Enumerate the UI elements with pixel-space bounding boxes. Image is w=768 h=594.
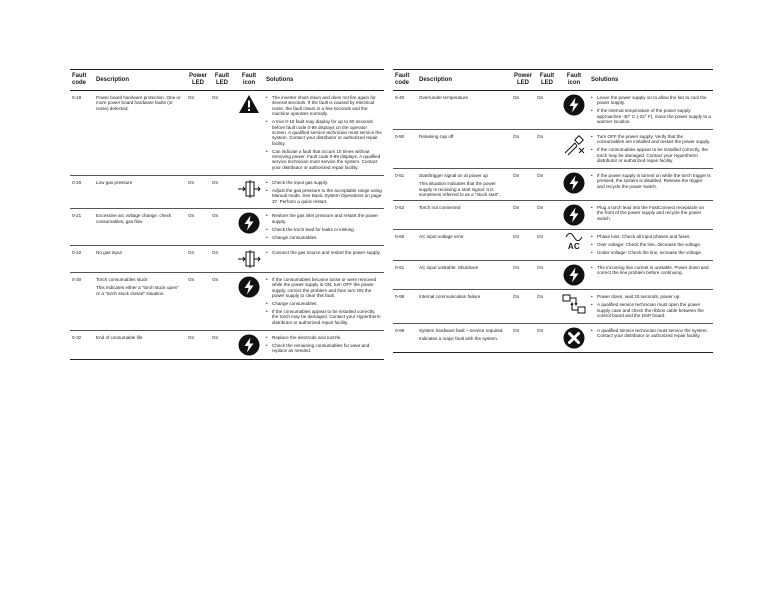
power-led-status: On bbox=[511, 260, 535, 289]
header-description: Description bbox=[417, 70, 511, 91]
solution-item: • If the consumables became loose or were removed while the power supply is ON, turn OFF the power supply, correct the problem and then turn ON the power supply to clear this fault. bbox=[272, 277, 382, 299]
fault-led-status: On bbox=[535, 130, 559, 169]
solution-item: • The incoming line current is unstable. Power down and correct the line problem before continuing. bbox=[597, 265, 711, 276]
solution-item: • Check the input gas supply. bbox=[272, 180, 382, 185]
solutions-cell bbox=[264, 209, 384, 245]
fault-led-status: On bbox=[210, 330, 234, 359]
fault-led-status: On bbox=[210, 91, 234, 176]
solutions-list bbox=[266, 277, 382, 325]
solutions-cell bbox=[589, 260, 713, 289]
fault-row bbox=[70, 245, 384, 272]
solutions-list bbox=[591, 265, 711, 276]
fault-icon-cell bbox=[234, 272, 264, 330]
power-led-status: On bbox=[511, 200, 535, 229]
description-text: Torch consumables stuck bbox=[96, 276, 148, 282]
fault-description bbox=[417, 230, 511, 261]
solution-item: • Check the torch lead for leaks or kinking. bbox=[272, 227, 382, 232]
header-row bbox=[70, 70, 384, 91]
solution-item: • If the internal temperature of the power supply approaches -30° C (-22° F), move the power supply to a warmer location. bbox=[597, 108, 711, 124]
gas-pressure-icon bbox=[237, 249, 261, 270]
fault-led-status: On bbox=[535, 169, 559, 201]
description-text: Retaining cap off bbox=[419, 134, 454, 140]
fault-led-status: On bbox=[535, 323, 559, 352]
header-fault-code: Fault code bbox=[70, 70, 94, 91]
fault-description bbox=[417, 91, 511, 130]
solution-item: • Over voltage: Check the line, decrease the voltage. bbox=[597, 242, 711, 247]
power-led-status: On bbox=[511, 169, 535, 201]
fault-icon-cell bbox=[234, 330, 264, 359]
solutions-list bbox=[266, 335, 382, 354]
power-led-status: On bbox=[186, 245, 210, 272]
fault-led-status: On bbox=[535, 260, 559, 289]
solutions-list bbox=[591, 134, 711, 164]
power-led-status: On bbox=[511, 230, 535, 261]
solution-item: • Restore the gas inlet pressure and restart the power supply. bbox=[272, 213, 382, 224]
header-fault-code: Fault code bbox=[393, 70, 417, 91]
fault-icon-cell bbox=[559, 290, 589, 324]
fault-icon-cell bbox=[559, 323, 589, 352]
header-description: Description bbox=[94, 70, 186, 91]
header-power-led: Power LED bbox=[186, 70, 210, 91]
description-text: Excessive arc voltage change: check consumables, gas flow bbox=[96, 213, 172, 224]
fault-row bbox=[393, 200, 713, 229]
fault-led-status: On bbox=[535, 290, 559, 324]
solutions-cell bbox=[264, 91, 384, 176]
solution-item: • Change consumables. bbox=[272, 235, 382, 240]
fault-icon-cell bbox=[559, 91, 589, 130]
solution-item: • If the power supply is turned on while the torch trigger is pressed, the system is disabled. Release the trigger and recycle the power switch. bbox=[597, 173, 711, 189]
description-note: This indicates either a “torch stuck open” or a “torch stuck closed” situation. bbox=[96, 285, 179, 296]
description-note: Indicates a major fault with the system. bbox=[419, 336, 499, 342]
fault-description bbox=[94, 91, 186, 176]
solutions-cell bbox=[589, 290, 713, 324]
solution-item: • Connect the gas source and restart the power supply. bbox=[272, 250, 382, 255]
fault-row bbox=[393, 230, 713, 261]
solutions-cell bbox=[589, 230, 713, 261]
solution-item: • A true 0-19 fault may display for up to 60 seconds before fault code 0-99 displays on the operator screen. A qualified service technician must service the system. Contact your distributor or authorized repair facility. bbox=[272, 119, 382, 146]
description-text: AC input voltage error bbox=[419, 234, 464, 240]
fault-table-right bbox=[393, 69, 713, 353]
solution-item: • If the consumables appear to be installed correctly, the torch may be damaged. Contact your Hypertherm distributor or authorized repair facility. bbox=[597, 147, 711, 163]
fault-icon-cell bbox=[559, 200, 589, 229]
solution-item: • Leave the power supply on to allow the fan to cool the power supply. bbox=[597, 95, 711, 106]
fault-code: 0-99 bbox=[393, 323, 417, 352]
header-solutions: Solutions bbox=[264, 70, 384, 91]
solution-item: • A qualified service technician must service the system. Contact your distributor or authorized repair facility. bbox=[597, 328, 711, 339]
description-text: No gas input bbox=[96, 249, 122, 255]
power-led-status: On bbox=[511, 290, 535, 324]
fault-description bbox=[94, 209, 186, 245]
solutions-cell bbox=[264, 272, 384, 330]
fault-row bbox=[393, 290, 713, 324]
lightning-icon bbox=[238, 334, 260, 357]
description-text: Over/under temperature bbox=[419, 95, 469, 100]
solution-item: • Check the remaining consumables for wear and replace as needed. bbox=[272, 343, 382, 354]
fault-row bbox=[70, 330, 384, 359]
power-led-status: On bbox=[186, 175, 210, 209]
lightning-icon bbox=[563, 172, 585, 195]
fault-description bbox=[417, 130, 511, 169]
fault-code: 0-32 bbox=[70, 330, 94, 359]
description-text: Power board hardware protection. One or more power board hardware faults (or noise) detected. bbox=[96, 95, 181, 111]
solutions-list bbox=[591, 328, 711, 339]
solutions-cell bbox=[264, 175, 384, 209]
header-fault-icon: Fault icon bbox=[559, 70, 589, 91]
solutions-list bbox=[591, 173, 711, 189]
header-fault-icon: Fault icon bbox=[234, 70, 264, 91]
power-led-status: On bbox=[186, 330, 210, 359]
ac-label: AC bbox=[567, 241, 581, 251]
description-text: End of consumable life bbox=[96, 334, 143, 340]
fault-description bbox=[417, 323, 511, 352]
solution-item: • Phase loss: Check all input phases and fuses. bbox=[597, 234, 711, 239]
solutions-cell bbox=[589, 200, 713, 229]
solution-item: • Plug a torch lead into the FastConnect receptacle on the front of the power supply and recycle the power switch. bbox=[597, 205, 711, 221]
fault-led-status: On bbox=[210, 209, 234, 245]
fault-row bbox=[393, 260, 713, 289]
solution-item: • A qualified service technician must open the power supply case and check the ribbon cable between the control board and the DSP board. bbox=[597, 302, 711, 318]
description-text: Start/trigger signal on at power up bbox=[419, 173, 488, 179]
fault-description bbox=[417, 290, 511, 324]
fault-code: 0-40 bbox=[393, 91, 417, 130]
fault-icon-cell bbox=[559, 130, 589, 169]
fault-row bbox=[70, 91, 384, 176]
header-row bbox=[393, 70, 713, 91]
description-text: Internal communication failure bbox=[419, 294, 481, 300]
solution-item: • Turn OFF the power supply. Verify that the consumables are installed and restart the power supply. bbox=[597, 134, 711, 145]
header-solutions: Solutions bbox=[589, 70, 713, 91]
fault-description bbox=[94, 272, 186, 330]
fault-code: 0-22 bbox=[70, 245, 94, 272]
solutions-cell bbox=[264, 245, 384, 272]
fault-description bbox=[94, 245, 186, 272]
solutions-list bbox=[266, 95, 382, 170]
fault-led-status: On bbox=[210, 245, 234, 272]
solution-item: • Power down, wait 20 seconds, power up. bbox=[597, 294, 711, 299]
solutions-cell bbox=[589, 130, 713, 169]
fault-row bbox=[70, 209, 384, 245]
solutions-list bbox=[591, 234, 711, 255]
description-note: This situation indicates that the power supply is receiving a start signal. It is sometimes referred to as a “stuck start”. bbox=[419, 181, 501, 198]
description-text: AC input unstable: Shutdown bbox=[419, 264, 479, 270]
solutions-cell bbox=[264, 330, 384, 359]
power-led-status: On bbox=[511, 130, 535, 169]
power-led-status: On bbox=[186, 209, 210, 245]
fault-row bbox=[393, 323, 713, 352]
power-led-status: On bbox=[511, 323, 535, 352]
solutions-cell bbox=[589, 323, 713, 352]
fault-row bbox=[70, 175, 384, 209]
solution-item: • If the consumables appear to be installed correctly, the torch may be damaged. Contact your Hypertherm distributor or authorized repair facility. bbox=[272, 309, 382, 325]
solutions-cell bbox=[589, 169, 713, 201]
fault-icon-cell bbox=[234, 245, 264, 272]
fault-row bbox=[393, 91, 713, 130]
solution-item: • Replace the electrode and nozzle. bbox=[272, 335, 382, 340]
fault-description bbox=[417, 169, 511, 201]
gas-pressure-icon bbox=[237, 179, 261, 200]
solutions-list bbox=[266, 250, 382, 255]
fault-code: 0-51 bbox=[393, 169, 417, 201]
retaining-cap-icon bbox=[562, 133, 586, 158]
fault-led-status: On bbox=[210, 272, 234, 330]
fault-led-status: On bbox=[535, 91, 559, 130]
power-led-status: On bbox=[186, 91, 210, 176]
solutions-list bbox=[266, 180, 382, 204]
solutions-list bbox=[591, 95, 711, 125]
fault-description bbox=[94, 175, 186, 209]
fault-row bbox=[70, 272, 384, 330]
fault-code: 0-21 bbox=[70, 209, 94, 245]
solutions-list bbox=[591, 205, 711, 221]
fault-icon-cell bbox=[559, 169, 589, 201]
solutions-list bbox=[266, 213, 382, 240]
solution-item: • Adjust the gas pressure to the acceptable range using Manual mode. See Basic System Operations on page 37. Perform a quick restart. bbox=[272, 188, 382, 204]
fault-code: 0-52 bbox=[393, 200, 417, 229]
fault-icon-cell bbox=[234, 209, 264, 245]
solution-item: • Under voltage: Check the line, increase the voltage. bbox=[597, 250, 711, 255]
solution-item: • Change consumables. bbox=[272, 301, 382, 306]
fault-description bbox=[417, 200, 511, 229]
lightning-icon bbox=[563, 204, 585, 227]
solutions-cell bbox=[589, 91, 713, 130]
lightning-icon bbox=[238, 276, 260, 299]
fault-code: 0-19 bbox=[70, 91, 94, 176]
fault-led-status: On bbox=[210, 175, 234, 209]
solutions-list bbox=[591, 294, 711, 318]
fault-description bbox=[417, 260, 511, 289]
solution-item: • The inverter shuts down and does not fire again for several seconds. If the fault is caused by electrical noise, the fault clears in a few seconds and the machine operates normally. bbox=[272, 95, 382, 117]
fault-code: 0-61 bbox=[393, 260, 417, 289]
header-power-led: Power LED bbox=[511, 70, 535, 91]
lightning-icon bbox=[238, 212, 260, 235]
description-text: System hardware fault – service required bbox=[419, 327, 503, 333]
fault-icon-cell bbox=[559, 230, 589, 261]
warning-icon bbox=[238, 94, 260, 115]
fault-led-status: On bbox=[535, 200, 559, 229]
fault-table-left bbox=[70, 69, 384, 360]
fault-code: 0-50 bbox=[393, 130, 417, 169]
description-text: Torch not connected bbox=[419, 204, 461, 210]
fault-code: 0-60 bbox=[393, 230, 417, 261]
lightning-icon bbox=[563, 264, 585, 287]
fault-description bbox=[94, 330, 186, 359]
fault-row bbox=[393, 169, 713, 201]
description-text: Low gas pressure bbox=[96, 179, 133, 185]
fault-icon-cell bbox=[234, 175, 264, 209]
fault-icon-cell bbox=[234, 91, 264, 176]
fault-led-status: On bbox=[535, 230, 559, 261]
solution-item: • Can indicate a fault that occurs 10 times without removing power. Fault code 0-99 displays. A qualified service technician must service the system. Contact your distributor or authorized repair facility. bbox=[272, 149, 382, 171]
lightning-icon bbox=[563, 94, 585, 117]
fault-row bbox=[393, 130, 713, 169]
communication-icon bbox=[562, 293, 586, 316]
header-fault-led: Fault LED bbox=[535, 70, 559, 91]
fault-code: 0-98 bbox=[393, 290, 417, 324]
power-led-status: On bbox=[186, 272, 210, 330]
power-led-status: On bbox=[511, 91, 535, 130]
error-x-icon bbox=[563, 327, 585, 350]
fault-code: 0-30 bbox=[70, 272, 94, 330]
header-fault-led: Fault LED bbox=[210, 70, 234, 91]
fault-code: 0-20 bbox=[70, 175, 94, 209]
fault-icon-cell bbox=[559, 260, 589, 289]
